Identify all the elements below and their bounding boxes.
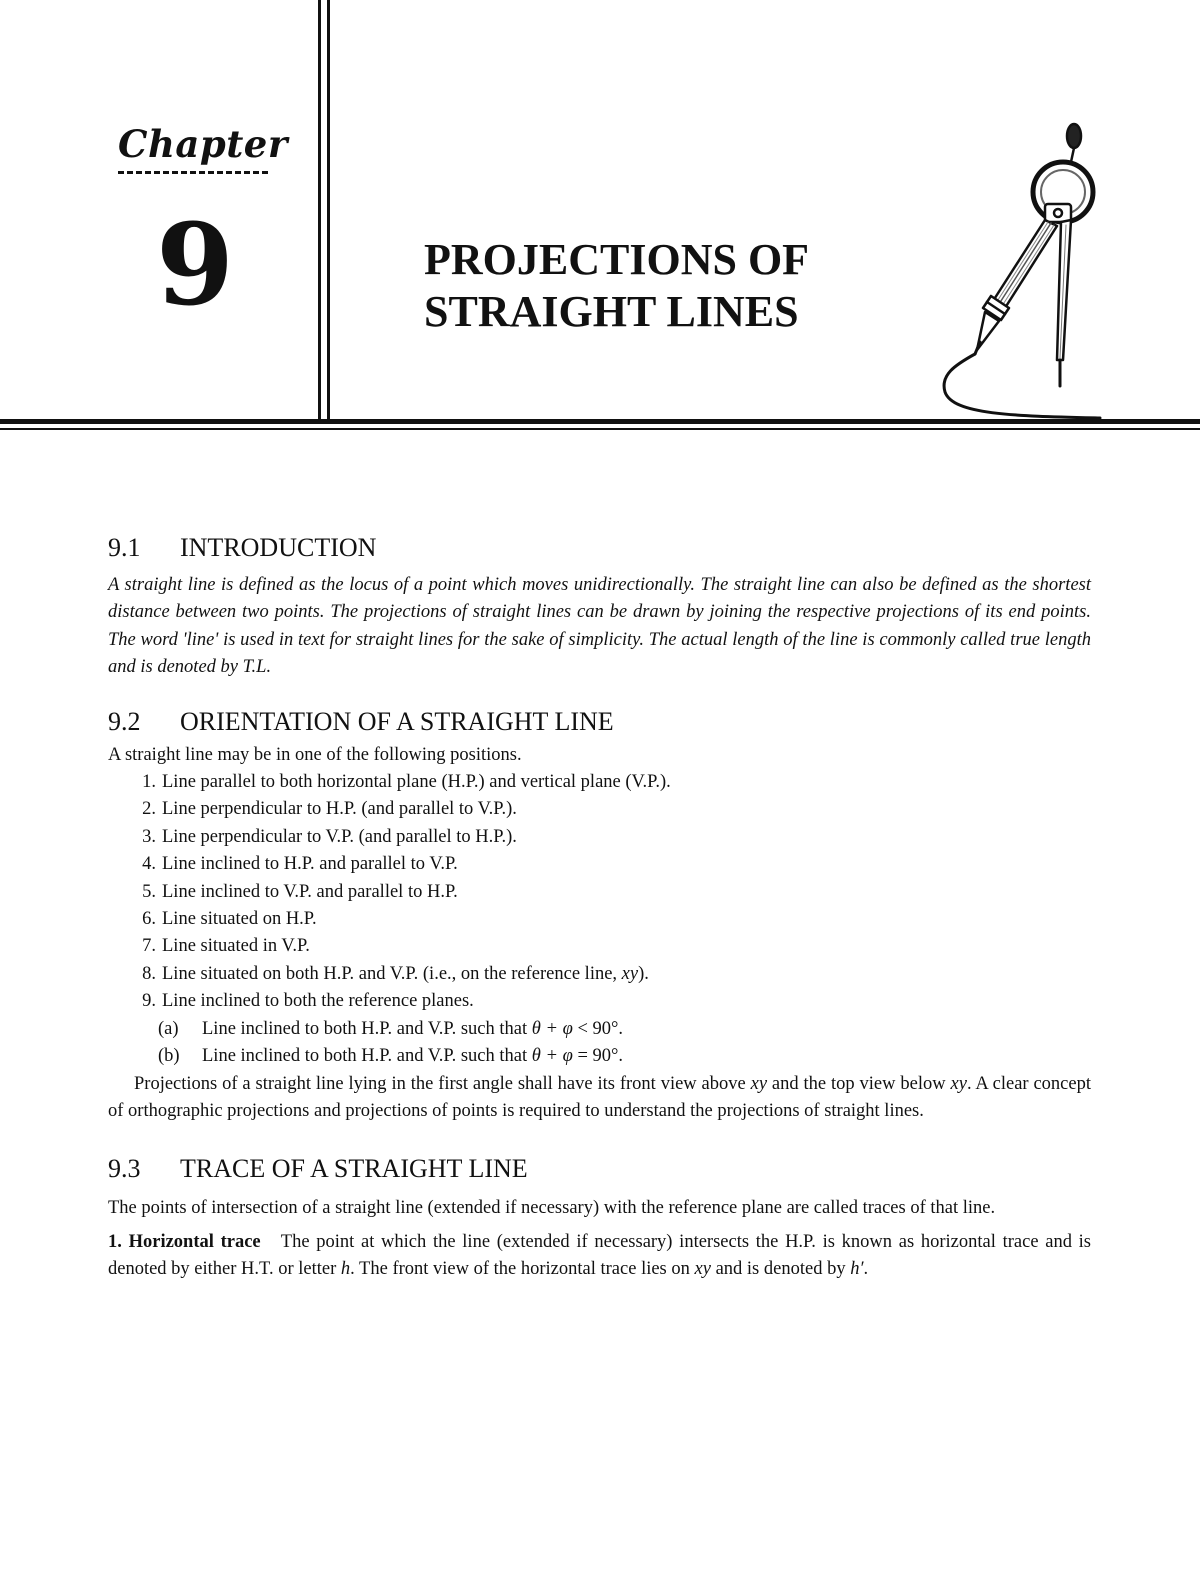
orientation-list	[108, 769, 1091, 1070]
list-item: 9. Line inclined to both the reference planes.	[142, 991, 474, 1012]
sub-list-item: (a) Line inclined to both H.P. and V.P. such that θ + φ < 90°.	[158, 1018, 624, 1039]
section-number: 9.3	[108, 1154, 141, 1184]
compass-illustration	[935, 120, 1115, 425]
section-number: 9.2	[108, 706, 141, 736]
list-item: 6. Line situated on H.P.	[142, 909, 317, 930]
list-item: 2. Line perpendicular to H.P. (and parallel to V.P.).	[142, 799, 517, 820]
introduction-paragraph: A straight line is defined as the locus of a point which moves unidirectionally. The straight line can also be defined as the shortest distance between two points. The projections of straight lines can be drawn by joining the respective projections of its end points. The word 'line' is used in text for straight lines for the sake of simplicity. The actual length of the line is commonly called true length and is denoted by T.L.	[108, 575, 1091, 678]
orientation-closing-paragraph: Projections of a straight line lying in the first angle shall have its front view above xy and the top view below xy. A clear concept of orthographic projections and projections of points is required to understand the projections of straight lines.	[108, 1073, 1091, 1121]
horizontal-trace-paragraph: 1. Horizontal trace The point at which the line (extended if necessary) intersects the H.P. is known as horizontal trace and is denoted by either H.T. or letter h. The front view of the horizontal trace lies on xy and is denoted by h′.	[108, 1231, 1092, 1280]
section-number: 9.1	[108, 533, 141, 562]
header-divider-right	[327, 0, 330, 424]
chapter-title	[424, 234, 904, 338]
section-heading-introduction	[108, 530, 1091, 566]
section-heading-trace	[108, 1151, 1091, 1187]
main-content	[108, 530, 1091, 1284]
title-line-2: STRAIGHT LINES	[424, 287, 799, 336]
list-item: 8. Line situated on both H.P. and V.P. (i.e., on the reference line, xy).	[142, 963, 649, 984]
orientation-intro: A straight line may be in one of the following positions.	[108, 744, 522, 765]
section-title: INTRODUCTION	[180, 533, 377, 562]
chapter-label: Chapter	[118, 122, 288, 166]
section-title: ORIENTATION OF A STRAIGHT LINE	[180, 706, 614, 736]
section-title: TRACE OF A STRAIGHT LINE	[180, 1154, 528, 1184]
list-item: 4. Line inclined to H.P. and parallel to V.P.	[142, 854, 458, 875]
trace-intro: The points of intersection of a straight line (extended if necessary) with the reference plane are called traces of that line.	[108, 1198, 996, 1219]
list-item: 3. Line perpendicular to V.P. (and parallel to H.P.).	[142, 826, 517, 847]
section-heading-orientation	[108, 704, 1091, 740]
chapter-number: 9	[156, 200, 234, 331]
header-rule-thin	[0, 428, 1200, 430]
title-line-1: PROJECTIONS OF	[424, 235, 810, 284]
sub-list-item: (b) Line inclined to both H.P. and V.P. such that θ + φ = 90°.	[158, 1046, 624, 1067]
list-item: 5. Line inclined to V.P. and parallel to H.P.	[142, 881, 458, 902]
header-divider-left	[318, 0, 321, 424]
list-item: 1. Line parallel to both horizontal plane (H.P.) and vertical plane (V.P.).	[142, 772, 671, 793]
list-item: 7. Line situated in V.P.	[142, 936, 310, 957]
horizontal-trace-label: 1. Horizontal trace	[108, 1231, 261, 1252]
chapter-underline	[118, 171, 268, 174]
